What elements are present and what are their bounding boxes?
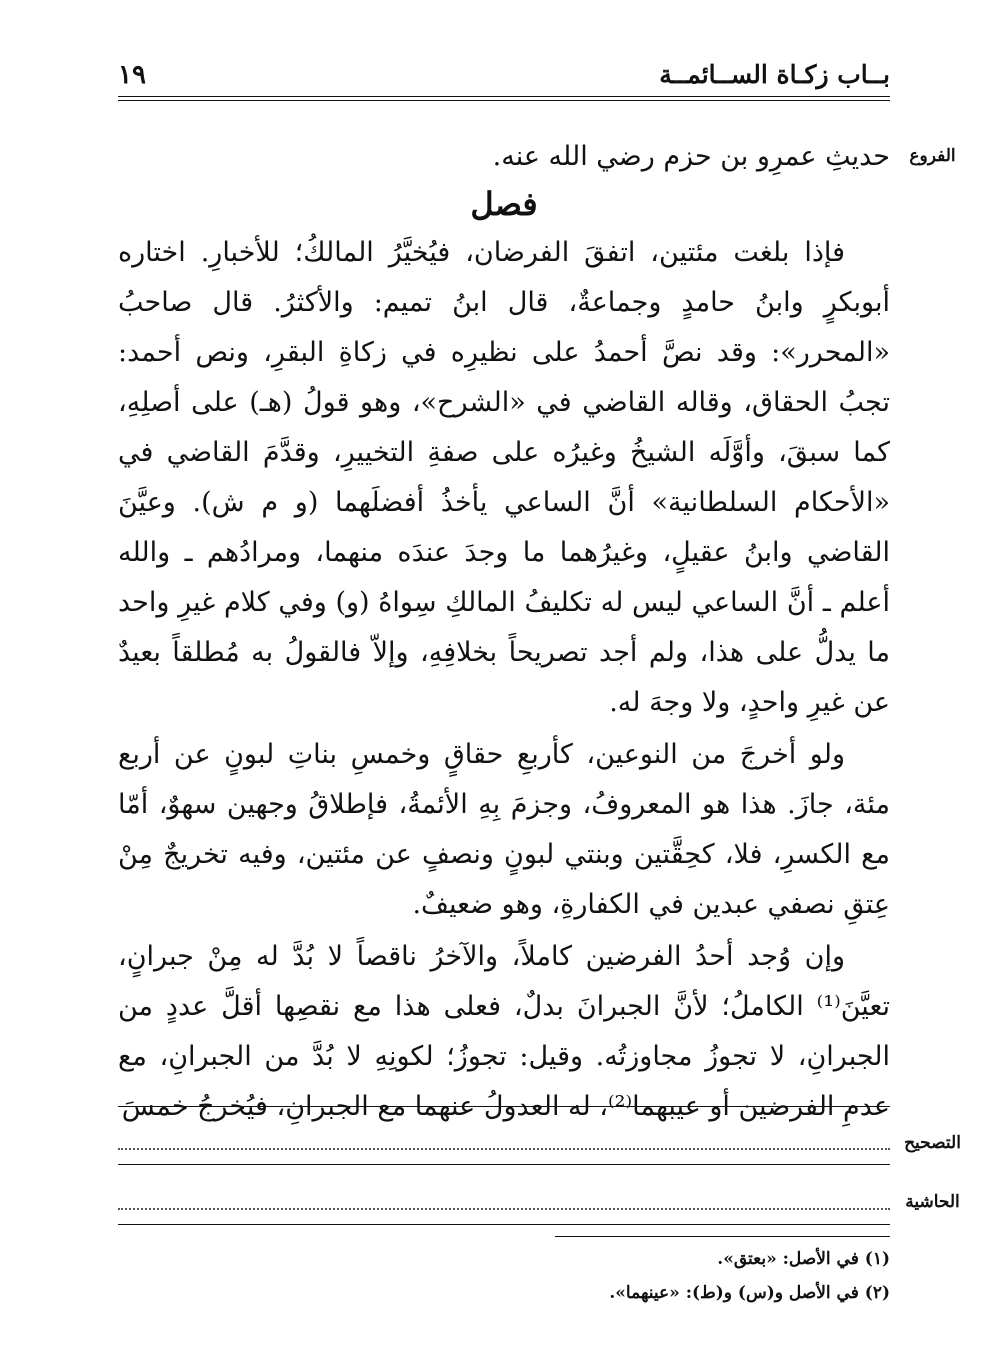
footnote-2: (٢) في الأصل و(س) و(ط): «عينهما».	[609, 1283, 890, 1303]
tashih-rule	[118, 1164, 890, 1165]
margin-label-tashih: التصحيح	[904, 1133, 961, 1153]
footnote-1: (١) في الأصل: «بعتق».	[717, 1249, 890, 1269]
page-number: ١٩	[118, 60, 146, 90]
footnotes	[118, 1242, 890, 1310]
margin-label-hashiya: الحاشية	[905, 1192, 960, 1212]
header-rule-bottom	[118, 100, 890, 101]
paragraph-2: ولو أخرجَ من النوعين، كأربعِ حقاقٍ وخمسِ بناتِ لبونٍ عن أربع مئة، جازَ. هذا هو المعروفُ، وجزمَ بِهِ الأئمةُ، فإطلاقُ وجهين سهوٌ، أمّا مع الكسرِ، فلا، كحِقَّتين وبنتي لبونٍ ونصفٍ عن مئتين، وفيه تخريجٌ مِنْ عِتقِ نصفي عبدين في الكفارةِ، وهو ضعيفٌ.	[118, 739, 890, 920]
hashiya-dotted-line	[118, 1208, 890, 1210]
continuation-line: حديثِ عمرِو بن حزم رضي الله عنه.	[492, 141, 890, 172]
running-header	[118, 58, 890, 92]
main-text	[118, 132, 890, 1132]
hashiya-rule	[118, 1224, 890, 1225]
chapter-title: بــاب زكـاة الســائمــة	[659, 60, 890, 89]
section-heading: فصل	[470, 185, 538, 223]
paragraph-1: فإذا بلغت مئتين، اتفقَ الفرضان، فيُخيَّرُ المالكُ؛ للأخبارِ. اختاره أبوبكرٍ وابنُ حامدٍ وجماعةٌ، قال ابنُ تميم: والأكثرُ. قال صاحبُ «المحرر»: وقد نصَّ أحمدُ على نظيرِه في زكاةِ البقرِ، ونص أحمد: تجبُ الحقاق، وقاله القاضي في «الشرح»، وهو قولُ (هـ) على أصلِهِ، كما سبقَ، وأوَّلَه الشيخُ وغيرُه على صفةِ التخييرِ، وقدَّمَ القاضي في «الأحكام السلطانية» أنَّ الساعي يأخذُ أفضلَهما (و م ش). وعيَّنَ القاضي وابنُ عقيلٍ، وغيرُهما ما وجدَ عندَه منهما، ومرادُهم ـ والله أعلم ـ أنَّ الساعي ليس له تكليفُ المالكِ سِواهُ (و) وفي كلام غيرِ واحد ما يدلُّ على هذا، ولم أجد تصريحاً بخلافِهِ، وإلاّ فالقولُ به مُطلقاً بعيدٌ عن غيرِ واحدٍ، ولا وجهَ له.	[118, 237, 890, 718]
footnote-separator	[555, 1236, 890, 1237]
margin-label-furu: الفروع	[909, 146, 956, 166]
text-end-rule	[118, 1106, 890, 1107]
paragraph-3: وإن وُجد أحدُ الفرضين كاملاً، والآخرُ ناقصاً لا بُدَّ له مِنْ جبرانٍ، تعيَّنَ⁽¹⁾ الكاملُ؛ لأنَّ الجبرانَ بدلٌ، فعلى هذا مع نقصِها أقلَّ عددٍ من الجبرانِ، لا تجوزُ مجاوزتُه. وقيل: تجوزُ؛ لكونِهِ لا بُدَّ من الجبرانِ، مع عدمِ الفرضين أو عيبهما⁽²⁾، له العدولُ عنهما مع الجبرانِ، فيُخرجُ خمسَ	[118, 941, 890, 1122]
tashih-dotted-line	[118, 1148, 890, 1150]
header-rule-top	[118, 96, 890, 97]
